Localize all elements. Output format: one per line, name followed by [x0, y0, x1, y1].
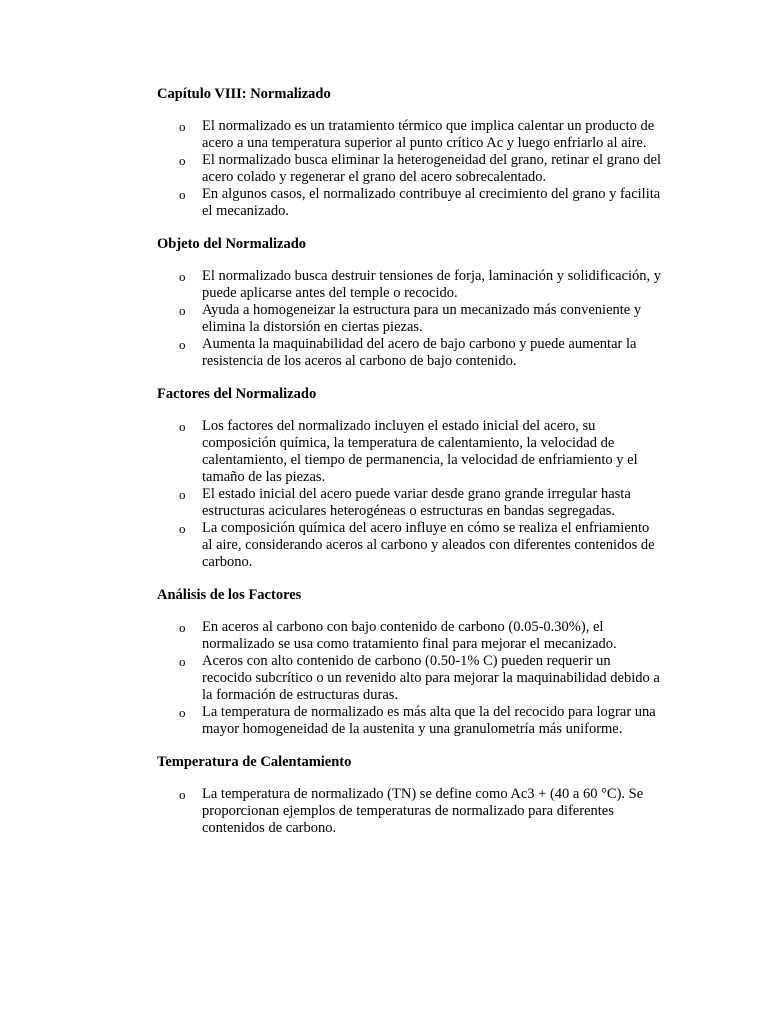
bullet-list: [157, 268, 662, 370]
bullet-marker: o: [179, 153, 186, 168]
bullet-marker: o: [179, 654, 186, 669]
list-item: [157, 786, 662, 837]
section-heading: Factores del Normalizado: [157, 386, 317, 402]
list-item: [157, 302, 662, 336]
list-item-text: Aumenta la maquinabilidad del acero de bajo carbono y puede aumentar la resistencia de los aceros al carbono de bajo contenido.: [202, 336, 637, 369]
bullet-marker: o: [179, 419, 186, 434]
bullet-marker: o: [179, 119, 186, 134]
section-heading: Análisis de los Factores: [157, 587, 302, 603]
section-heading: Temperatura de Calentamiento: [157, 754, 352, 770]
list-item-text: El normalizado busca destruir tensiones de forja, laminación y solidificación, y puede aplicarse antes del temple o recocido.: [202, 268, 662, 301]
list-item-text: El normalizado es un tratamiento térmico que implica calentar un producto de acero a una temperatura superior al punto crítico Ac y luego enfriarlo al aire.: [202, 118, 655, 151]
list-item-text: La temperatura de normalizado es más alta que la del recocido para lograr una mayor homogeneidad de la austenita y una granulometría más uniforme.: [202, 704, 656, 737]
list-item: [157, 268, 662, 302]
bullet-marker: o: [179, 620, 186, 635]
list-item: [157, 152, 662, 186]
bullet-list: [157, 418, 662, 571]
list-item: [157, 486, 662, 520]
list-item: [157, 520, 662, 571]
bullet-marker: o: [179, 787, 186, 802]
bullet-marker: o: [179, 487, 186, 502]
list-item: [157, 118, 662, 152]
section-capitulo-viii: [157, 84, 662, 220]
list-item: [157, 336, 662, 370]
list-item-text: En algunos casos, el normalizado contribuye al crecimiento del grano y facilita el mecanizado.: [202, 186, 661, 219]
list-item: [157, 704, 662, 738]
list-item-text: Aceros con alto contenido de carbono (0.50-1% C) pueden requerir un recocido subcrítico o un revenido alto para mejorar la maquinabilidad debido a la formación de estructuras duras.: [202, 653, 660, 703]
list-item-text: Ayuda a homogeneizar la estructura para un mecanizado más conveniente y elimina la distorsión en ciertas piezas.: [202, 302, 642, 335]
section-factores: [157, 384, 662, 571]
list-item-text: La temperatura de normalizado (TN) se define como Ac3 + (40 a 60 °C). Se proporcionan ejemplos de temperaturas de normalizado para diferentes contenidos de carbono.: [202, 786, 644, 836]
section-heading: Objeto del Normalizado: [157, 236, 307, 252]
bullet-marker: o: [179, 337, 186, 352]
section-heading: Capítulo VIII: Normalizado: [157, 86, 331, 102]
list-item-text: La composición química del acero influye en cómo se realiza el enfriamiento al aire, considerando aceros al carbono y aleados con diferentes contenidos de carbono.: [202, 520, 655, 570]
bullet-marker: o: [179, 187, 186, 202]
bullet-marker: o: [179, 269, 186, 284]
list-item-text: En aceros al carbono con bajo contenido de carbono (0.05-0.30%), el normalizado se usa como tratamiento final para mejorar el mecanizado.: [202, 619, 617, 652]
section-temperatura: [157, 752, 662, 837]
section-analisis: [157, 585, 662, 738]
list-item: [157, 186, 662, 220]
list-item-text: El normalizado busca eliminar la heterogeneidad del grano, retinar el grano del acero colado y regenerar el grano del acero sobrecalentado.: [202, 152, 661, 185]
document-content: [157, 84, 662, 851]
bullet-list: [157, 118, 662, 220]
list-item-text: El estado inicial del acero puede variar desde grano grande irregular hasta estructuras aciculares heterogéneas o estructuras en bandas segregadas.: [202, 486, 631, 519]
bullet-marker: o: [179, 705, 186, 720]
section-objeto: [157, 234, 662, 370]
list-item: [157, 653, 662, 704]
bullet-marker: o: [179, 303, 186, 318]
bullet-marker: o: [179, 521, 186, 536]
list-item-text: Los factores del normalizado incluyen el estado inicial del acero, su composición química, la temperatura de calentamiento, la velocidad de calentamiento, el tiempo de permanencia, la velocidad de enfriamiento y el tamaño de las piezas.: [202, 418, 638, 485]
bullet-list: [157, 786, 662, 837]
bullet-list: [157, 619, 662, 738]
list-item: [157, 418, 662, 486]
list-item: [157, 619, 662, 653]
